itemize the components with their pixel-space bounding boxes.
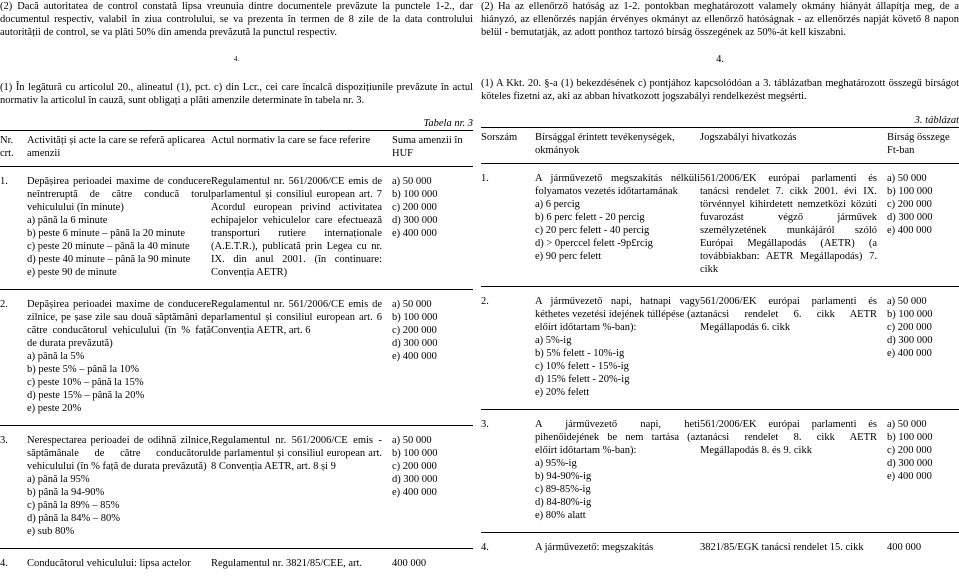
amount-cell [392, 167, 473, 290]
activity-line: b) până la 94-90% [27, 486, 211, 499]
activity-cell [27, 167, 211, 290]
amount-line: d) 300 000 [392, 214, 473, 227]
section-number: 4. [481, 53, 959, 66]
activity-line: d) > 0perccel felett -9p£rcig [535, 237, 700, 250]
activity-line: c) 89-85%-ig [535, 483, 700, 496]
fines-table [0, 130, 473, 580]
header-amount: Bírság összege Ft-ban [887, 127, 959, 163]
fines-table [481, 127, 959, 564]
amount-line: a) 50 000 [887, 172, 959, 185]
activity-line: d) până la 84% – 80% [27, 512, 211, 525]
activity-line: a) până la 95% [27, 473, 211, 486]
amount-line: a) 50 000 [392, 298, 473, 311]
legal-reference-cell: 561/2006/EK európai parlamenti és tanácsi rendelet 7. cikk 2001. évi IX. törvénnyel kihirdetett nemzetközi közúti fuvarozást végző járművek személyzetének munkájáról szóló Európai Megállapodás (AETR) (a továbbiakban: AETR Megállapodás) 7. cikk [700, 163, 887, 286]
table-row [0, 290, 473, 426]
activity-line: a) 5%-ig [535, 334, 700, 347]
row-number: 4. [0, 549, 27, 580]
activity-line: Depășirea perioadei maxime de conducere zilnice, pe șase zile sau două săptămâni de către conducătorul vehiculului (în % față de durata prevăzută) [27, 298, 211, 350]
row-number: 3. [0, 426, 27, 549]
activity-line: a) 6 percig [535, 198, 700, 211]
amount-line: b) 100 000 [887, 431, 959, 444]
activity-line: b) 6 perc felett - 20 percig [535, 211, 700, 224]
note-paragraph: (1) În legătură cu articolul 20., alineatul (1), pct. c) din Lcr., cei care încalcă dispozițiunile prevăzute în actul normativ la articolul în cauză, sunt obligați a plăti amenzile determinate în tabela nr. 3. [0, 81, 473, 107]
amount-cell [887, 286, 959, 409]
amount-line: a) 50 000 [392, 175, 473, 188]
legal-reference-cell: Regulamentul nr. 561/2006/CE emis - de parlamentul și consiliul european art. 8 Convenția AETR, art. 8 și 9 [211, 426, 392, 549]
amount-line: e) 400 000 [887, 470, 959, 483]
activity-line: A járművezető napi, hatnapi vagy kéthetes vezetési idejének túllépése (az előírt időtartam %-ban): [535, 295, 700, 334]
activity-line: Nerespectarea perioadei de odihnă zilnice, săptămânale de către conducătorul vehiculului (în % față de durata prevăzută) [27, 434, 211, 473]
amount-line: d) 300 000 [887, 211, 959, 224]
note-paragraph: (1) A Kkt. 20. §-a (1) bekezdésének c) pontjához kapcsolódóan a 3. táblázatban meghatározott összegű bírságot köteles fizetni az, aki az abban hivatkozott jogszabályi rendelkezést megsérti. [481, 77, 959, 103]
table-row [481, 163, 959, 286]
amount-cell [392, 290, 473, 426]
row-number: 1. [0, 167, 27, 290]
amount-line: c) 200 000 [392, 201, 473, 214]
activity-line: d) peste 40 minute – până la 90 minute [27, 253, 211, 266]
table-row [0, 426, 473, 549]
table-row [0, 167, 473, 290]
amount-line: c) 200 000 [392, 460, 473, 473]
section-number: 4. [0, 53, 473, 70]
amount-cell [887, 532, 959, 564]
activity-line: e) peste 90 de minute [27, 266, 211, 279]
activity-line: e) 20% felett [535, 386, 700, 399]
table-row [481, 532, 959, 564]
legal-reference-cell: Regulamentul nr. 3821/85/CEE, art. [211, 549, 392, 580]
row-number: 4. [481, 532, 535, 564]
table-caption: 3. táblázat [481, 114, 959, 127]
amount-line: a) 50 000 [887, 295, 959, 308]
amount-line: e) 400 000 [887, 224, 959, 237]
activity-line: A járművezető napi, heti pihenőidejének be nem tartása (az előírt időtartam %-ban): [535, 418, 700, 457]
row-number: 2. [0, 290, 27, 426]
intro-paragraph: (2) Ha az ellenőrző hatóság az 1-2. pontokban meghatározott valamely okmány hiányát állapítja meg, de a hiányzó, az ellenőrzés napján érvényes okmányt az ellenőrző hatóságnak - az ellenőrzés napját követő 8 napon belül - bemutatják, az adott ponthoz tartozó bírság összegének az 50%-át kell kiszabni. [481, 0, 959, 39]
activity-line: d) peste 15% – până la 20% [27, 389, 211, 402]
activity-line: e) 90 perc felett [535, 250, 700, 263]
activity-line: a) 95%-ig [535, 457, 700, 470]
amount-line: c) 200 000 [887, 444, 959, 457]
amount-line: d) 300 000 [887, 334, 959, 347]
activity-line: e) peste 20% [27, 402, 211, 415]
amount-line: d) 300 000 [392, 473, 473, 486]
amount-line: d) 300 000 [392, 337, 473, 350]
activity-line: a) până la 6 minute [27, 214, 211, 227]
activity-line: c) 10% felett - 15%-ig [535, 360, 700, 373]
amount-line: b) 100 000 [392, 447, 473, 460]
table-caption: Tabela nr. 3 [0, 117, 473, 130]
legal-reference-cell: 3821/85/EGK tanácsi rendelet 15. cikk [700, 532, 887, 564]
amount-line: c) 200 000 [392, 324, 473, 337]
activity-line: d) 84-80%-ig [535, 496, 700, 509]
activity-line: Conducătorul vehiculului: lipsa actelor [27, 557, 211, 570]
activity-line: b) 5% felett - 10%-ig [535, 347, 700, 360]
activity-line: b) peste 6 minute – până la 20 minute [27, 227, 211, 240]
amount-line: d) 300 000 [887, 457, 959, 470]
activity-line: b) 94-90%-ig [535, 470, 700, 483]
amount-line: e) 400 000 [887, 347, 959, 360]
activity-cell [27, 549, 211, 580]
amount-line: b) 100 000 [887, 308, 959, 321]
header-amount: Suma amenzii în HUF [392, 131, 473, 167]
amount-cell [887, 163, 959, 286]
table-row [0, 549, 473, 580]
activity-cell [535, 409, 700, 532]
amount-line: a) 50 000 [392, 434, 473, 447]
header-no: Sorszám [481, 127, 535, 163]
table-row [481, 286, 959, 409]
activity-line: c) 20 perc felett - 40 percig [535, 224, 700, 237]
activity-line: a) până la 5% [27, 350, 211, 363]
row-number: 1. [481, 163, 535, 286]
intro-paragraph: (2) Dacă autoritatea de control constată lipsa vreunuia dintre documentele prevăzute la punctele 1-2., dar documentul respectiv, valabil în ziua controlului, se va prezenta în termen de 8 zile de la data controlului autorității de control, se va plăti 50% din amenda prevăzută la punctul respectiv. [0, 0, 473, 39]
amount-line: e) 400 000 [392, 227, 473, 240]
header-act: Jogszabályi hivatkozás [700, 127, 887, 163]
header-activity: Bírsággal érintett tevékenységek, okmányok [535, 127, 700, 163]
amount-line: c) 200 000 [887, 321, 959, 334]
activity-line: c) peste 20 minute – până la 40 minute [27, 240, 211, 253]
legal-reference-cell: Regulamentul nr. 561/2006/CE emis de parlamentul și consiliul european art. 7 Acordul european privind activitatea echipajelor vehiculelor care efectuează transporturi rutiere internaționale (A.E.T.R.), publicată prin Legea cu nr. IX. din anul 2001. (în continuare: Convenția AETR) [211, 167, 392, 290]
amount-line: b) 100 000 [887, 185, 959, 198]
activity-line: c) peste 10% – până la 15% [27, 376, 211, 389]
amount-line: e) 400 000 [392, 350, 473, 363]
amount-cell [392, 549, 473, 580]
amount-cell [887, 409, 959, 532]
amount-line: e) 400 000 [392, 486, 473, 499]
activity-line: A járművezető: megszakítás [535, 541, 700, 554]
header-act: Actul normativ la care se face referire [211, 131, 392, 167]
romanian-column [0, 0, 473, 580]
activity-line: e) 80% alatt [535, 509, 700, 522]
amount-line: b) 100 000 [392, 311, 473, 324]
activity-line: d) 15% felett - 20%-ig [535, 373, 700, 386]
activity-cell [535, 532, 700, 564]
amount-cell [392, 426, 473, 549]
legal-reference-cell: 561/2006/EK európai parlamenti és tanácsi rendelet 8. cikk AETR Megállapodás 8. és 9. cikk [700, 409, 887, 532]
legal-reference-cell: Regulamentul nr. 561/2006/CE emis de parlamentul și consiliul european art. 6 Convenția AETR, art. 6 [211, 290, 392, 426]
activity-cell [27, 426, 211, 549]
amount-line: b) 100 000 [392, 188, 473, 201]
table-body [0, 167, 473, 580]
row-number: 2. [481, 286, 535, 409]
amount-line: a) 50 000 [887, 418, 959, 431]
amount-line: 400 000 [887, 541, 959, 554]
header-activity: Activități și acte la care se referă aplicarea amenzii [27, 131, 211, 167]
amount-line: c) 200 000 [887, 198, 959, 211]
table-row [481, 409, 959, 532]
activity-cell [535, 163, 700, 286]
hungarian-column [481, 0, 959, 564]
activity-line: c) până la 89% – 85% [27, 499, 211, 512]
activity-line: A járművezető megszakítás nélküli folyamatos vezetés időtartamának [535, 172, 700, 198]
activity-cell [27, 290, 211, 426]
amount-line: 400 000 [392, 557, 473, 570]
activity-line: Depășirea perioadei maxime de conducere neîntreruptă de către conducă torul vehiculului (în minute) [27, 175, 211, 214]
header-no: Nr. crt. [0, 131, 27, 167]
activity-line: e) sub 80% [27, 525, 211, 538]
activity-line: b) peste 5% – până la 10% [27, 363, 211, 376]
activity-cell [535, 286, 700, 409]
row-number: 3. [481, 409, 535, 532]
table-body [481, 163, 959, 564]
legal-reference-cell: 561/2006/EK európai parlamenti és tanácsi rendelet 6. cikk AETR Megállapodás 6. cikk [700, 286, 887, 409]
